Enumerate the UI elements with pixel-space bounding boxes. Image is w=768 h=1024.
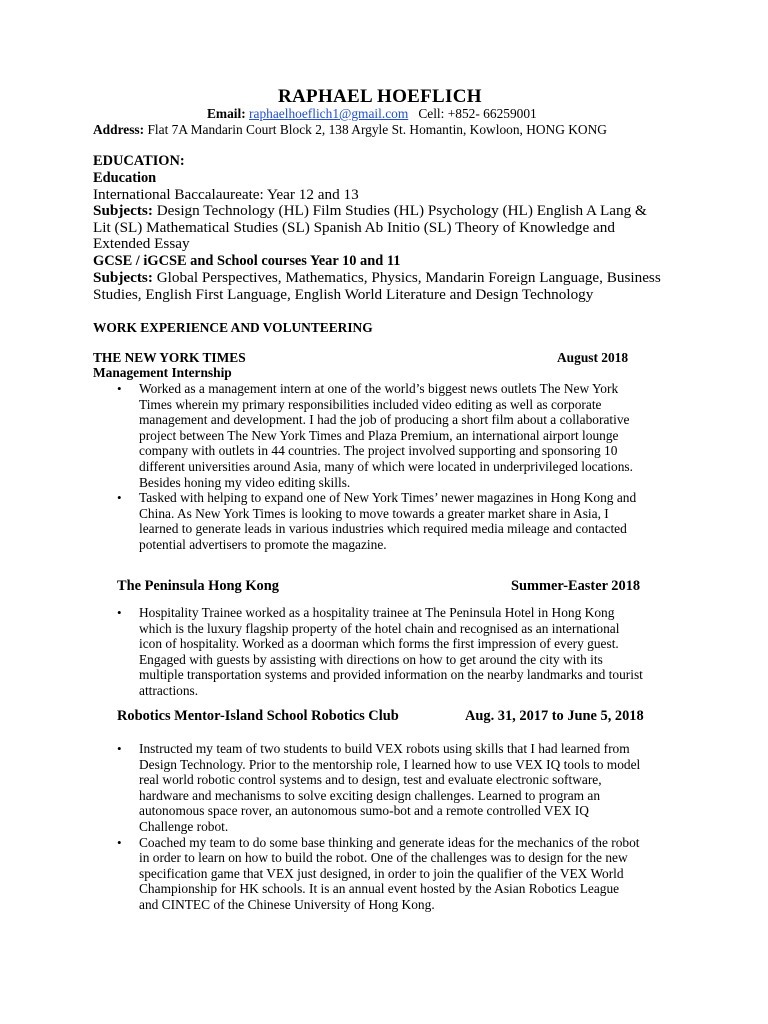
candidate-name: RAPHAEL HOEFLICH — [278, 86, 482, 107]
address-text: Flat 7A Mandarin Court Block 2, 138 Argyle St. Homantin, Kowloon, HONG KONG — [147, 122, 607, 137]
subjects-label: Subjects: — [93, 269, 153, 286]
bullet-line: potential advertisers to promote the magazine. — [139, 536, 387, 552]
education-heading: EDUCATION: — [93, 153, 185, 169]
bullet-line: project between The New York Times and Plaza Premium, an international airport lounge — [139, 427, 619, 443]
job-role: Management Internship — [93, 365, 232, 380]
bullet-line: Championship for HK schools. It is an annual event hosted by the Asian Robotics League — [139, 881, 620, 897]
job-date: Aug. 31, 2017 to June 5, 2018 — [465, 708, 644, 724]
bullet-dot-icon: • — [117, 490, 122, 506]
job-date: August 2018 — [557, 350, 629, 365]
ib-line: International Baccalaureate: Year 12 and 13 — [93, 186, 359, 203]
job-bullets — [117, 741, 641, 913]
bullet-dot-icon: • — [117, 834, 122, 850]
address-line — [93, 122, 607, 138]
bullet-line: Times wherein my primary responsibilities included video editing as well as corporate — [139, 396, 602, 412]
job-org: The Peninsula Hong Kong — [117, 578, 279, 594]
ib-subjects — [93, 203, 647, 253]
bullet-line: real world robotic control systems and to design, test and evaluate electronic software, — [139, 772, 602, 788]
gcse-heading: GCSE / iGCSE and School courses Year 10 and 11 — [93, 253, 401, 269]
bullet-dot-icon: • — [117, 381, 122, 396]
bullet-item — [117, 834, 640, 913]
bullet-line: specification game that VEX just designed, in order to join the qualifier of the VEX World — [139, 865, 624, 881]
bullet-line: management and development. I had the job of producing a short film about a collaborative — [139, 412, 630, 428]
contact-line — [207, 106, 537, 122]
bullet-line: icon of hospitality. Worked as a doorman which forms the first impression of every guest. — [139, 636, 619, 652]
subjects-label: Subjects: — [93, 202, 153, 219]
bullet-line: Coached my team to do some base thinking and generate ideas for the mechanics of the robot — [139, 834, 640, 850]
job-bullets — [117, 605, 643, 699]
bullet-line: Challenge robot. — [139, 818, 229, 834]
gcse-subjects-line: Studies, English First Language, English World Literature and Design Technology — [93, 285, 594, 303]
bullet-line: which is the luxury flagship property of the hotel chain and recognised as an international — [139, 620, 620, 636]
bullet-item — [117, 381, 636, 490]
bullet-line: Worked as a management intern at one of the world’s biggest news outlets The New York — [139, 381, 619, 396]
bullet-line: China. As New York Times is looking to move towards a greater market share in Asia, I — [139, 505, 609, 521]
bullet-item — [117, 490, 637, 552]
job-org: THE NEW YORK TIMES — [93, 350, 246, 365]
bullet-line: and CINTEC of the Chinese University of Hong Kong. — [139, 896, 435, 912]
address-label: Address: — [93, 122, 145, 137]
ib-subjects-line: Lit (SL) Mathematical Studies (SL) Spanish Ab Initio (SL) Theory of Knowledge and — [93, 218, 615, 236]
work-heading: WORK EXPERIENCE AND VOLUNTEERING — [93, 320, 373, 335]
bullet-item — [117, 605, 643, 699]
email-link[interactable]: raphaelhoeflich1@gmail.com — [249, 106, 409, 121]
ib-subjects-line: Design Technology (HL) Film Studies (HL) Psychology (HL) English A Lang & — [156, 202, 647, 219]
bullet-line: Design Technology. Prior to the mentorship role, I learned how to use VEX IQ tools to model — [139, 756, 641, 772]
bullet-line: Hospitality Trainee worked as a hospitality trainee at The Peninsula Hotel in Hong Kong — [139, 605, 615, 620]
cell-label: Cell: — [418, 106, 445, 121]
cell-number: +852- 66259001 — [447, 106, 537, 121]
bullet-line: attractions. — [139, 682, 199, 698]
bullet-line: multiple transportation systems and provided information on the nearby landmarks and tourist — [139, 667, 643, 683]
bullet-dot-icon: • — [117, 605, 122, 620]
bullet-line: different universities around Asia, many of which were located in underprivileged locations. — [139, 458, 633, 474]
bullet-line: company with outlets in 44 countries. The project involved supporting and sponsoring 10 — [139, 443, 618, 459]
job-date: Summer-Easter 2018 — [511, 578, 641, 594]
gcse-subjects — [93, 270, 661, 303]
bullet-line: Instructed my team of two students to build VEX robots using skills that I had learned from — [139, 741, 630, 756]
bullet-line: autonomous space rover, an autonomous sumo-bot and a remote controlled VEX IQ — [139, 803, 589, 819]
ib-subjects-line: Extended Essay — [93, 235, 190, 252]
bullet-line: learned to generate leads in various industries which required media mileage and contacted — [139, 521, 627, 537]
bullet-line: in order to learn on how to build the robot. One of the challenges was to design for the new — [139, 850, 628, 866]
job-org: Robotics Mentor-Island School Robotics Club — [117, 708, 399, 724]
bullet-dot-icon: • — [117, 741, 122, 756]
job-bullets — [117, 381, 637, 553]
education-subheading: Education — [93, 170, 157, 186]
email-label: Email: — [207, 106, 246, 121]
bullet-item — [117, 741, 641, 835]
bullet-line: hardware and mechanisms to solve exciting design challenges. Learned to program an — [139, 787, 601, 803]
bullet-line: Engaged with guests by assisting with directions on how to get around the city with its — [139, 651, 603, 667]
bullet-line: Tasked with helping to expand one of New York Times’ newer magazines in Hong Kong and — [139, 490, 637, 506]
bullet-line: Besides honing my video editing skills. — [139, 474, 351, 490]
gcse-subjects-line: Global Perspectives, Mathematics, Physics, Mandarin Foreign Language, Business — [156, 269, 661, 286]
